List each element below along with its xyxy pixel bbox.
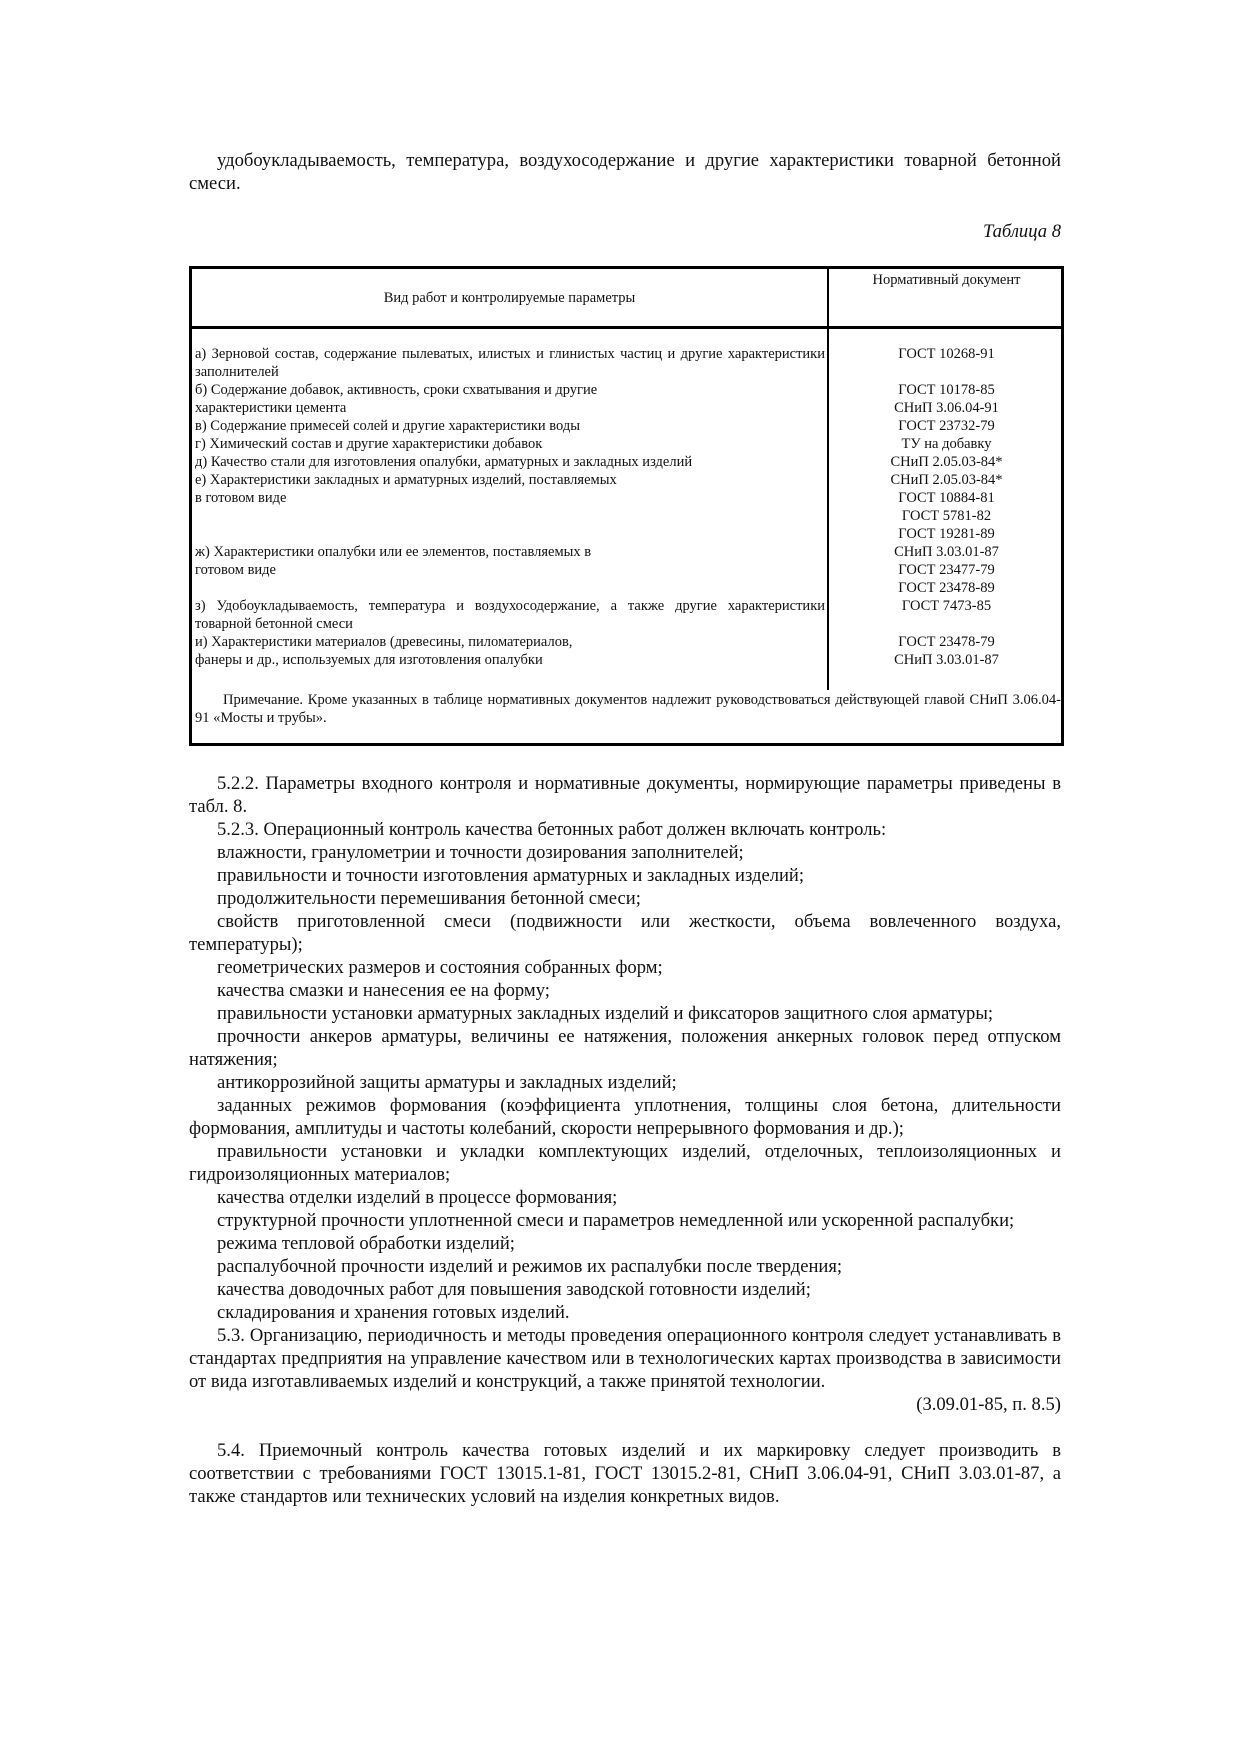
table-doc: ГОСТ 10884-81 bbox=[898, 490, 995, 506]
paragraph-5-4: 5.4. Приемочный контроль качества готовых изделий и их маркировку следует производить в соответствии с требованиями ГОСТ 13015.1-81, ГОСТ 13015.2-81, СНиП 3.06.04-91, СНиП 3.03.01-87, а также стандартов или технических условий на изделия конкретных видов. bbox=[189, 1440, 1061, 1507]
paragraph-5-2-3: 5.2.3. Операционный контроль качества бетонных работ должен включать контроль: bbox=[217, 819, 887, 840]
main-text bbox=[189, 772, 1061, 1508]
table-doc: СНиП 2.05.03-84* bbox=[890, 454, 1003, 470]
table-row-spacer bbox=[195, 579, 825, 597]
table-doc: СНиП 3.06.04-91 bbox=[894, 400, 999, 416]
table-row: в) Содержание примесей солей и другие характеристики воды bbox=[195, 418, 580, 434]
table-note: Примечание. Кроме указанных в таблице нормативных документов надлежит руководствоваться действующей главой СНиП 3.06.04-91 «Мосты и трубы». bbox=[195, 692, 1061, 726]
control-item: геометрических размеров и состояния собранных форм; bbox=[217, 957, 663, 978]
table-row: е) Характеристики закладных и арматурных изделий, поставляемых bbox=[195, 472, 617, 488]
table-doc: ГОСТ 7473-85 bbox=[901, 598, 992, 614]
table-doc: СНиП 2.05.03-84* bbox=[890, 472, 1003, 488]
table-doc: ГОСТ 10178-85 bbox=[898, 382, 995, 398]
table-doc-spacer bbox=[829, 615, 1064, 633]
control-item: режима тепловой обработки изделий; bbox=[217, 1233, 515, 1254]
control-item: правильности и точности изготовления арматурных и закладных изделий; bbox=[217, 865, 805, 886]
control-item: продолжительности перемешивания бетонной смеси; bbox=[217, 888, 641, 909]
control-item: антикоррозийной защиты арматуры и закладных изделий; bbox=[217, 1072, 677, 1093]
intro-text: удобоукладываемость, температура, воздухосодержание и другие характеристики товарной бетонной смеси. bbox=[189, 150, 1061, 194]
control-item: влажности, гранулометрии и точности дозирования заполнителей; bbox=[217, 842, 744, 863]
intro-paragraph bbox=[189, 149, 1061, 195]
table-row: а) Зерновой состав, содержание пылеватых, илистых и глинистых частиц и другие характеристики заполнителей bbox=[195, 346, 825, 380]
control-item: правильности установки и укладки комплектующих изделий, отделочных, теплоизоляционных и гидроизоляционных материалов; bbox=[189, 1141, 1061, 1185]
table-caption: Таблица 8 bbox=[982, 221, 1061, 242]
spacer bbox=[189, 1416, 1061, 1439]
table-doc: СНиП 3.03.01-87 bbox=[894, 652, 999, 668]
table-doc: ГОСТ 23478-89 bbox=[898, 580, 995, 596]
table-doc: ГОСТ 23478-79 bbox=[898, 634, 995, 650]
table-doc: ГОСТ 23477-79 bbox=[898, 562, 995, 578]
table-row: фанеры и др., используемых для изготовления опалубки bbox=[195, 652, 543, 668]
control-item: качества доводочных работ для повышения заводской готовности изделий; bbox=[217, 1279, 811, 1300]
table-row-spacer bbox=[195, 507, 825, 525]
table-doc: ГОСТ 10268-91 bbox=[898, 346, 995, 362]
table-doc: СНиП 3.03.01-87 bbox=[894, 544, 999, 560]
table-doc-spacer bbox=[829, 363, 1064, 381]
table-row: б) Содержание добавок, активность, сроки схватывания и другие bbox=[195, 382, 598, 398]
control-item: распалубочной прочности изделий и режимов их распалубки после твердения; bbox=[217, 1256, 843, 1277]
control-item: качества отделки изделий в процессе формования; bbox=[217, 1187, 618, 1208]
table-8 bbox=[189, 266, 1064, 746]
control-item: прочности анкеров арматуры, величины ее натяжения, положения анкерных головок перед отпуском натяжения; bbox=[189, 1026, 1061, 1070]
paragraph-5-3: 5.3. Организацию, периодичность и методы проведения операционного контроля следует устанавливать в стандартах предприятия на управление качеством или в технологических картах производства в зависимости от вида изготавливаемых изделий и конструкций, а также принятой технологии. bbox=[189, 1325, 1061, 1392]
control-item: складирования и хранения готовых изделий. bbox=[217, 1302, 570, 1323]
table-doc: ГОСТ 23732-79 bbox=[898, 418, 995, 434]
table-header-docs: Нормативный документ bbox=[872, 272, 1021, 288]
table-row: г) Химический состав и другие характеристики добавок bbox=[195, 436, 543, 452]
table-row: ж) Характеристики опалубки или ее элементов, поставляемых в bbox=[195, 544, 592, 560]
table-header-params: Вид работ и контролируемые параметры bbox=[383, 290, 636, 306]
control-item: свойств приготовленной смеси (подвижности или жесткости, объема вовлеченного воздуха, температуры); bbox=[189, 911, 1061, 955]
table-header-divider bbox=[192, 326, 1061, 329]
control-item: правильности установки арматурных закладных изделий и фиксаторов защитного слоя арматуры; bbox=[217, 1003, 993, 1024]
table-row: характеристики цемента bbox=[195, 400, 347, 416]
table-doc: ГОСТ 19281-89 bbox=[898, 526, 995, 542]
control-item: структурной прочности уплотненной смеси и параметров немедленной или ускоренной распалубки; bbox=[217, 1210, 1015, 1231]
table-row: готовом виде bbox=[195, 562, 276, 578]
table-doc: ТУ на добавку bbox=[901, 436, 992, 452]
table-row: д) Качество стали для изготовления опалубки, арматурных и закладных изделий bbox=[195, 454, 693, 470]
table-doc: ГОСТ 5781-82 bbox=[901, 508, 992, 524]
control-item: качества смазки и нанесения ее на форму; bbox=[217, 980, 550, 1001]
table-row: и) Характеристики материалов (древесины, пиломатериалов, bbox=[195, 634, 573, 650]
table-row-spacer bbox=[195, 525, 825, 543]
reference: (3.09.01-85, п. 8.5) bbox=[916, 1394, 1061, 1415]
table-docs-column bbox=[829, 345, 1064, 669]
table-params-column bbox=[195, 345, 825, 669]
paragraph-5-2-2: 5.2.2. Параметры входного контроля и нормативные документы, нормирующие параметры приведены в табл. 8. bbox=[189, 773, 1061, 817]
table-row: в готовом виде bbox=[195, 490, 287, 506]
control-item: заданных режимов формования (коэффициента уплотнения, толщины слоя бетона, длительности формования, амплитуды и частоты колебаний, скорости непрерывного формования и др.); bbox=[189, 1095, 1061, 1139]
table-row: з) Удобоукладываемость, температура и воздухосодержание, а также другие характеристики товарной бетонной смеси bbox=[195, 598, 825, 632]
